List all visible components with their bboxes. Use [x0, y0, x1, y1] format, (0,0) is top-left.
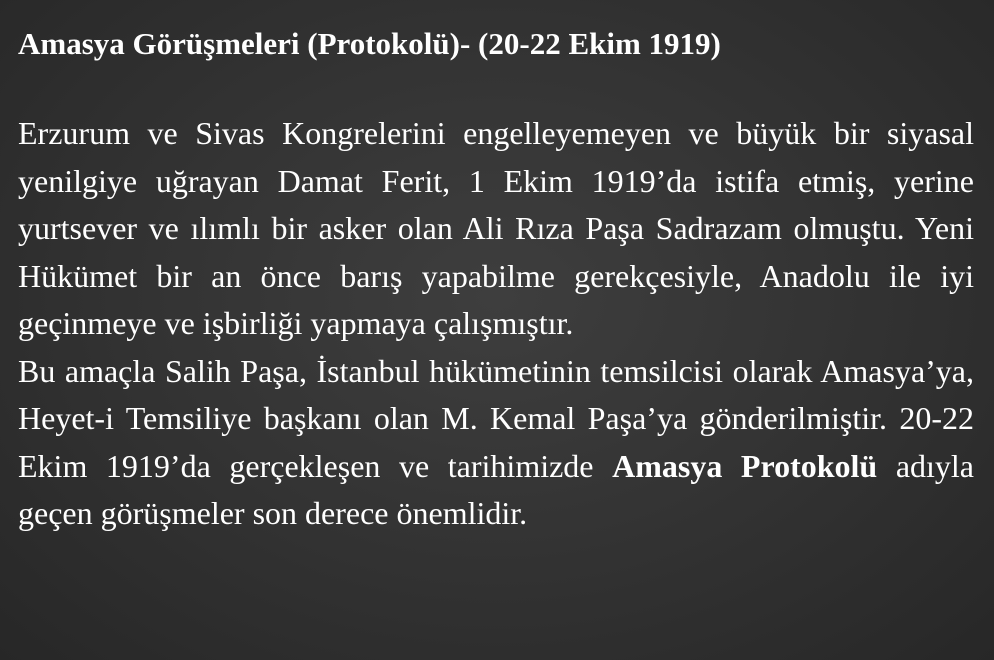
amasya-protokolu-emphasis: Amasya Protokolü — [612, 447, 878, 484]
slide-title: Amasya Görüşmeleri (Protokolü)- (20-22 Ekim 1919) — [18, 26, 721, 61]
paragraph-text-after: adıyla geçen görüşmeler son derece önemlidir. — [18, 447, 974, 531]
paragraph-salih-pasa — [18, 348, 974, 538]
paragraph-damat-ferit: Erzurum ve Sivas Kongrelerini engelleyemeyen ve büyük bir siyasal yenilgiye uğrayan Damat Ferit, 1 Ekim 1919’da istifa etmiş, yerine yurtsever ve ılımlı bir asker olan Ali Rıza Paşa Sadrazam olmuştu. Yeni Hükümet bir an önce barış yapabilme gerekçesiyle, Anadolu ile iyi geçinmeye ve işbirliği yapmaya çalışmıştır. — [18, 115, 974, 341]
paragraph-text-before: Bu amaçla Salih Paşa, İstanbul hükümetinin temsilcisi olarak Amasya’ya, Heyet-i Temsiliye başkanı olan M. Kemal Paşa’ya gönderilmiştir. 20-22 Ekim 1919’da gerçekleşen ve tarihimizde — [18, 352, 974, 484]
slide-content — [18, 22, 974, 538]
